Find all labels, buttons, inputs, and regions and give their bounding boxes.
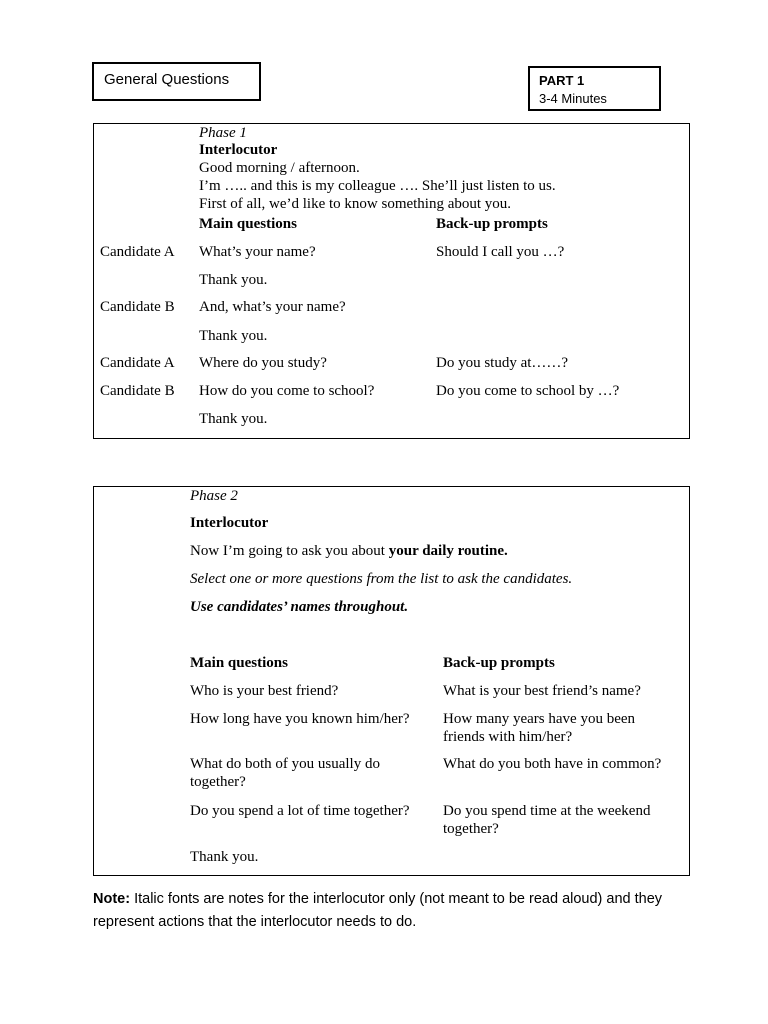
part-label: PART 1 [539,73,585,88]
phase2-box [93,486,690,876]
phase1-label: Phase 1 [199,125,247,141]
main-question: How long have you known him/her? [190,711,410,727]
footnote-label: Note: [93,891,131,907]
main-question: How do you come to school? [199,383,375,399]
phase1-interlocutor: Interlocutor [199,142,278,158]
backup-prompt: Do you come to school by …? [436,383,620,399]
phase2-interlocutor: Interlocutor [190,515,269,531]
phase1-intro-line: Good morning / afternoon. [199,160,360,176]
main-question: Thank you. [199,272,268,288]
main-question: And, what’s your name? [199,299,346,315]
backup-prompt: Do you spend time at the weekend together? [443,803,651,837]
phase2-instruction: Select one or more questions from the list to ask the candidates. [190,571,573,587]
candidate-label: Candidate A [100,244,175,260]
phase2-label: Phase 2 [190,488,238,504]
phase1-backup-prompts-header: Back-up prompts [436,216,548,232]
footnote-text: Italic fonts are notes for the interlocutor only (not meant to be read aloud) and they represent actions that the interlocutor needs to do. [93,891,663,930]
candidate-label: Candidate B [100,383,175,399]
main-question: Thank you. [199,411,268,427]
main-question: Who is your best friend? [190,683,339,699]
phase1-intro-line: First of all, we’d like to know something about you. [199,196,512,212]
footnote [93,888,693,934]
part-box [528,66,661,111]
phase1-intro-line: I’m ….. and this is my colleague …. She’ll just listen to us. [199,178,556,194]
phase2-intro-text: Now I’m going to ask you about [190,543,389,559]
duration-label: 3-4 Minutes [539,91,607,106]
phase2-backup-prompts-header: Back-up prompts [443,655,555,671]
backup-prompt: How many years have you been friends with him/her? [443,711,636,745]
main-question: What do both of you usually do together? [190,756,380,790]
phase2-intro [190,542,508,560]
candidate-label: Candidate A [100,355,175,371]
phase2-instruction: Use candidates’ names throughout. [190,599,409,615]
main-question: Do you spend a lot of time together? [190,803,410,819]
main-question: Where do you study? [199,355,327,371]
backup-prompt: What do you both have in common? [443,756,662,772]
phase1-box [93,123,690,439]
main-question: What’s your name? [199,244,316,260]
section-title: General Questions [104,71,230,88]
backup-prompt: What is your best friend’s name? [443,683,641,699]
phase1-main-questions-header: Main questions [199,216,297,232]
phase2-intro-topic: your daily routine. [388,543,508,559]
backup-prompt: Do you study at……? [436,355,569,371]
section-title-box [92,62,261,101]
phase2-closing: Thank you. [190,849,259,865]
main-question: Thank you. [199,328,268,344]
backup-prompt: Should I call you …? [436,244,565,260]
phase2-main-questions-header: Main questions [190,655,288,671]
candidate-label: Candidate B [100,299,175,315]
